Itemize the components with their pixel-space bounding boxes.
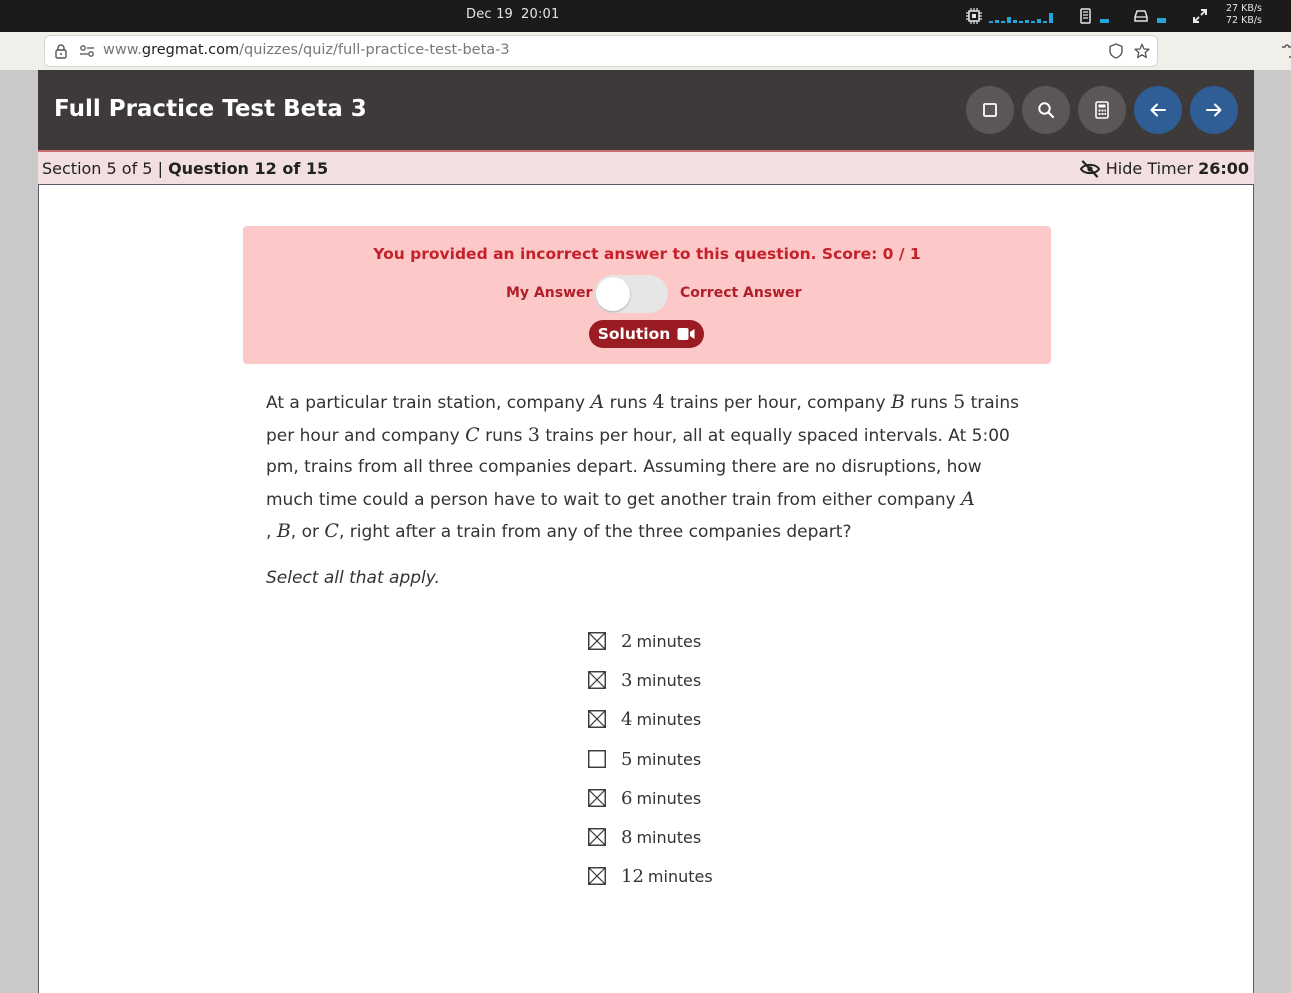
section-indicator: Section 5 of 5 — [42, 159, 153, 178]
answer-option-label — [621, 749, 701, 771]
arrow-left-icon — [1149, 101, 1167, 119]
bookmark-star-icon[interactable] — [1134, 43, 1150, 59]
answer-option-label — [621, 709, 701, 731]
solution-label: Solution — [597, 325, 671, 343]
quiz-header — [38, 70, 1254, 152]
next-question-button[interactable] — [1190, 86, 1238, 134]
question-progress — [42, 159, 328, 178]
disk-graph — [1157, 11, 1166, 23]
question-fragment: trains per hour, company — [664, 393, 891, 413]
extension-icon[interactable] — [1279, 43, 1291, 59]
question-fragment: , right after a train from any of the three companies depart? — [338, 522, 852, 542]
network-icon[interactable] — [1192, 8, 1208, 24]
question-fragment: runs — [904, 393, 954, 413]
video-camera-icon — [677, 327, 695, 341]
site-settings-icon[interactable] — [79, 43, 95, 59]
answer-option[interactable] — [588, 749, 713, 788]
answer-option-label — [621, 670, 701, 692]
checkbox-checked-icon[interactable] — [588, 671, 606, 689]
calculator-button[interactable] — [1078, 86, 1126, 134]
answer-option[interactable] — [588, 788, 713, 827]
answer-option-unit: minutes — [636, 749, 702, 769]
fullscreen-button[interactable] — [966, 86, 1014, 134]
answer-option[interactable] — [588, 866, 713, 905]
os-date: Dec 19 — [466, 7, 514, 22]
memory-icon[interactable] — [1078, 8, 1094, 24]
answer-option-unit: minutes — [636, 671, 702, 691]
answer-toggle-row — [243, 274, 1051, 314]
math-number-5: 5 — [953, 391, 966, 413]
answer-option-label — [621, 631, 701, 653]
fullscreen-icon — [982, 102, 998, 118]
answer-option-unit: minutes — [636, 788, 702, 808]
url-prefix: www. — [103, 42, 142, 58]
shield-icon[interactable] — [1108, 43, 1124, 59]
os-clock[interactable] — [466, 7, 560, 22]
memory-graph — [1100, 11, 1109, 23]
url-domain: gregmat.com — [141, 42, 240, 58]
math-company-a: A — [961, 487, 975, 510]
solution-button[interactable] — [589, 320, 704, 348]
cpu-graph — [989, 11, 1053, 23]
answer-options — [588, 631, 713, 905]
checkbox-checked-icon[interactable] — [588, 632, 606, 650]
math-company-c: C — [465, 423, 480, 446]
question-fragment: runs — [479, 425, 528, 446]
answer-option-unit: minutes — [647, 867, 713, 887]
answer-option-value: 3 — [621, 670, 633, 692]
network-rate — [1226, 3, 1262, 27]
math-company-a: A — [590, 391, 605, 413]
answer-feedback-box — [243, 226, 1051, 364]
answer-option-unit: minutes — [636, 710, 702, 730]
question-fragment: , — [266, 522, 277, 542]
question-fragment: trains per hour, all at equally spaced intervals. At 5:00 pm, trains from all three companies depart. Assuming there are no disruptions, how much time could a person have to wait to get another train from either company — [266, 425, 1010, 510]
question-fragment: trains per hour and company — [266, 393, 1020, 446]
previous-question-button[interactable] — [1134, 86, 1182, 134]
question-panel — [38, 185, 1254, 993]
question-text — [266, 387, 1028, 549]
checkbox-checked-icon[interactable] — [588, 867, 606, 885]
checkbox-checked-icon[interactable] — [588, 710, 606, 728]
answer-option[interactable] — [588, 827, 713, 866]
disk-icon[interactable] — [1133, 8, 1149, 24]
arrow-right-icon — [1205, 101, 1223, 119]
answer-option-value: 12 — [621, 866, 644, 888]
os-top-bar — [0, 0, 1291, 32]
checkbox-checked-icon[interactable] — [588, 828, 606, 846]
correct-answer-label: Correct Answer — [680, 285, 802, 301]
answer-view-toggle[interactable] — [594, 275, 668, 313]
browser-toolbar — [0, 32, 1291, 70]
feedback-message: You provided an incorrect answer to this question. Score: 0 / 1 — [373, 245, 921, 263]
answer-option-label — [621, 827, 701, 849]
toggle-knob — [596, 277, 630, 311]
page-title: Full Practice Test Beta 3 — [54, 96, 367, 122]
question-fragment: , or — [290, 522, 325, 542]
instruction-text: Select all that apply. — [266, 568, 440, 588]
math-company-b: B — [276, 520, 291, 542]
math-number-4: 4 — [652, 391, 665, 413]
search-button[interactable] — [1022, 86, 1070, 134]
section-status-bar — [38, 152, 1254, 185]
network-down: 27 KB/s — [1226, 3, 1263, 14]
math-company-c: C — [324, 520, 339, 542]
answer-option-label — [621, 788, 701, 810]
hide-timer-toggle[interactable] — [1080, 159, 1249, 178]
answer-option-value: 4 — [621, 709, 633, 731]
calculator-icon — [1095, 101, 1109, 119]
checkbox-icon[interactable] — [588, 750, 606, 768]
answer-option-value: 6 — [621, 787, 633, 809]
checkbox-checked-icon[interactable] — [588, 789, 606, 807]
timer-value: 26:00 — [1198, 159, 1249, 178]
search-icon — [1037, 101, 1055, 119]
my-answer-label: My Answer — [506, 285, 593, 301]
answer-option-value: 8 — [621, 826, 633, 848]
network-up: 72 KB/s — [1226, 15, 1263, 26]
answer-option[interactable] — [588, 631, 713, 670]
answer-option-unit: minutes — [636, 632, 702, 651]
separator: | — [157, 159, 163, 178]
lock-icon[interactable] — [53, 43, 69, 59]
hide-timer-label: Hide Timer — [1105, 159, 1194, 178]
math-company-b: B — [890, 391, 905, 413]
answer-option[interactable] — [588, 670, 713, 709]
question-fragment: runs — [604, 393, 653, 413]
answer-option-unit: minutes — [636, 827, 702, 847]
url-text[interactable] — [103, 42, 510, 58]
answer-option[interactable] — [588, 709, 713, 748]
url-bar[interactable] — [44, 35, 1158, 67]
eye-slash-icon — [1080, 160, 1100, 178]
answer-option-value: 5 — [621, 748, 633, 770]
os-time: 20:01 — [521, 7, 560, 22]
url-path: /quizzes/quiz/full-practice-test-beta-3 — [239, 42, 510, 58]
cpu-icon[interactable] — [966, 8, 982, 24]
question-fragment: At a particular train station, company — [266, 393, 591, 413]
answer-option-label — [621, 866, 713, 888]
question-indicator: Question 12 of 15 — [168, 159, 329, 178]
math-number-3: 3 — [527, 423, 540, 446]
answer-option-value: 2 — [621, 631, 633, 652]
